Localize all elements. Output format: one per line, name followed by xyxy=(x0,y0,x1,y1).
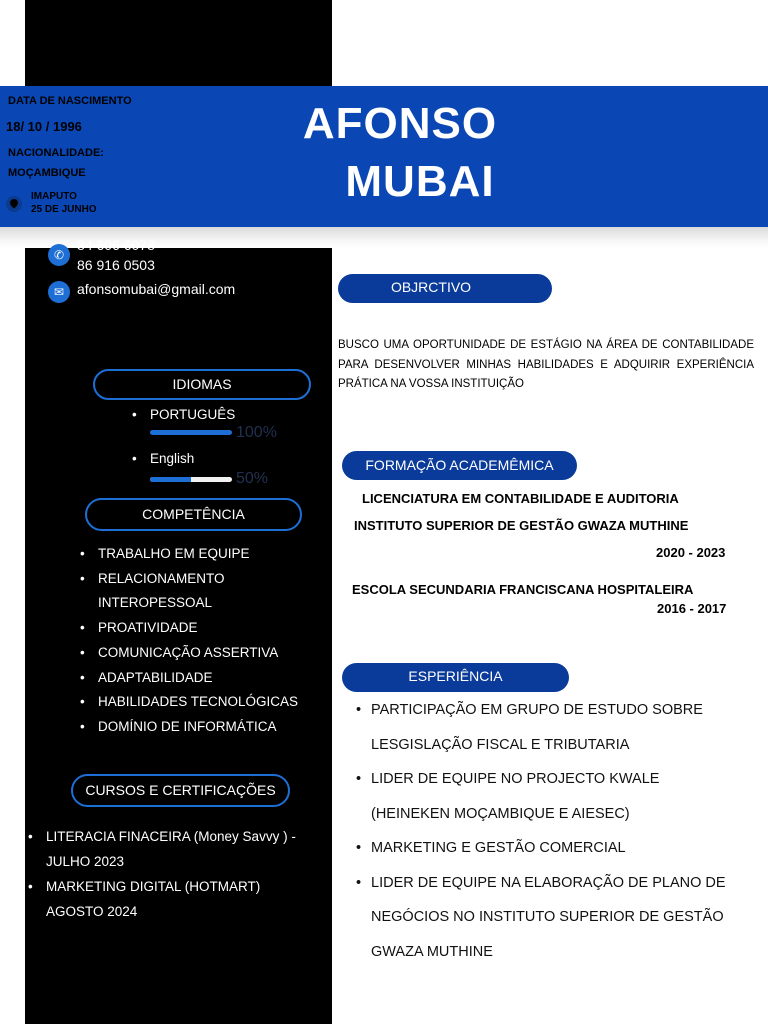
experience-item xyxy=(356,762,761,831)
languages-list-2 xyxy=(126,451,194,466)
objective-heading-label: OBJRCTIVO xyxy=(390,279,472,295)
language-percent: 50% xyxy=(236,470,269,487)
objective-text: BUSCO UMA OPORTUNIDADE DE ESTÁGIO NA ÁREA DE CONTABILIDADE PARA DESENVOLVER MINHAS HABILIDADES E ADQUIRIR EXPERIÊNCIA PRÁTICA NA VOSSA INSTITUIÇÃO xyxy=(338,339,754,390)
course-date: JULHO 2023 xyxy=(46,854,125,869)
experience-line: NEGÓCIOS NO INSTITUTO SUPERIOR DE GESTÃO xyxy=(371,909,724,925)
school-name: ESCOLA SECUNDARIA FRANCISCANA HOSPITALEIRA xyxy=(352,582,694,597)
school-period: 2016 - 2017 xyxy=(657,601,727,616)
language-item: • PORTUGUÊS xyxy=(126,407,235,422)
experience-item xyxy=(356,693,761,762)
location-line1: IMAPUTO xyxy=(31,191,77,202)
skill-item: • DOMÍNIO DE INFORMÁTICA xyxy=(74,715,298,740)
education-heading: FORMAÇÃO ACADEMÊMICA xyxy=(342,451,577,480)
birth-label: DATA DE NASCIMENTO xyxy=(8,95,132,107)
language-level-bar xyxy=(150,430,232,435)
experience-line: PARTICIPAÇÃO EM GRUPO DE ESTUDO SOBRE xyxy=(371,702,703,718)
courses-list xyxy=(22,824,327,924)
skill-item: • COMUNICAÇÃO ASSERTIVA xyxy=(74,641,298,666)
email-icon: ✉ xyxy=(48,281,70,303)
skill-item: • HABILIDADES TECNOLÓGICAS xyxy=(74,690,298,715)
experience-line: LESGISLAÇÃO FISCAL E TRIBUTARIA xyxy=(371,736,630,753)
course-title: LITERACIA FINACEIRA (Money Savvy ) - xyxy=(46,829,296,844)
languages-heading: IDIOMAS xyxy=(93,369,311,400)
experience-item xyxy=(356,866,761,970)
degree-period: 2020 - 2023 xyxy=(656,545,726,560)
phone-2: 86 916 0503 xyxy=(77,257,155,273)
languages-list xyxy=(126,407,235,422)
course-item xyxy=(22,874,327,924)
language-level-bar xyxy=(150,477,232,482)
skill-item: • RELACIONAMENTO xyxy=(74,567,298,592)
language-item: • English xyxy=(126,451,194,466)
skill-item-continued: INTEROPESSOAL xyxy=(98,595,213,611)
skills-heading: COMPETÊNCIA xyxy=(85,498,302,531)
last-name: MUBAI xyxy=(345,157,495,206)
experience-line: LIDER DE EQUIPE NO PROJECTO KWALE xyxy=(371,771,660,787)
institution-name: INSTITUTO SUPERIOR DE GESTÃO GWAZA MUTHINE xyxy=(354,518,689,533)
experience-line: MARKETING E GESTÃO COMERCIAL xyxy=(371,840,626,856)
birth-date: 18/ 10 / 1996 xyxy=(6,119,82,134)
language-level-fill xyxy=(150,430,232,435)
course-date: AGOSTO 2024 xyxy=(46,904,138,919)
course-title: MARKETING DIGITAL (HOTMART) xyxy=(46,879,261,894)
nationality-value: MOÇAMBIQUE xyxy=(8,167,86,179)
experience-line: GWAZA MUTHINE xyxy=(371,943,493,960)
first-name: AFONSO xyxy=(302,99,498,148)
skill-item: • PROATIVIDADE xyxy=(74,616,298,641)
location-pin-icon xyxy=(6,196,22,212)
language-percent: 100% xyxy=(236,424,277,441)
experience-line: (HEINEKEN MOÇAMBIQUE E AIESEC) xyxy=(371,805,630,822)
email-link[interactable]: afonsomubai@gmail.com xyxy=(77,281,236,297)
objective-heading xyxy=(338,274,552,303)
courses-heading: CURSOS E CERTIFICAÇÕES xyxy=(71,774,290,807)
nationality-label: NACIONALIDADE: xyxy=(8,147,104,159)
skill-item: • TRABALHO EM EQUIPE xyxy=(74,542,298,567)
course-item xyxy=(22,824,327,874)
experience-list xyxy=(356,693,761,969)
experience-heading: ESPERIÊNCIA xyxy=(342,663,569,692)
skills-list xyxy=(74,542,298,740)
language-level-fill xyxy=(150,477,191,482)
degree-title: LICENCIATURA EM CONTABILIDADE E AUDITORIA xyxy=(362,491,679,506)
phone-icon: ✆ xyxy=(48,244,70,266)
location-line2: 25 DE JUNHO xyxy=(31,204,97,215)
experience-item xyxy=(356,831,761,866)
experience-line: LIDER DE EQUIPE NA ELABORAÇÃO DE PLANO DE xyxy=(371,874,726,891)
skill-item: • ADAPTABILIDADE xyxy=(74,666,298,691)
phone-1: 84 606 6078 xyxy=(77,237,155,253)
